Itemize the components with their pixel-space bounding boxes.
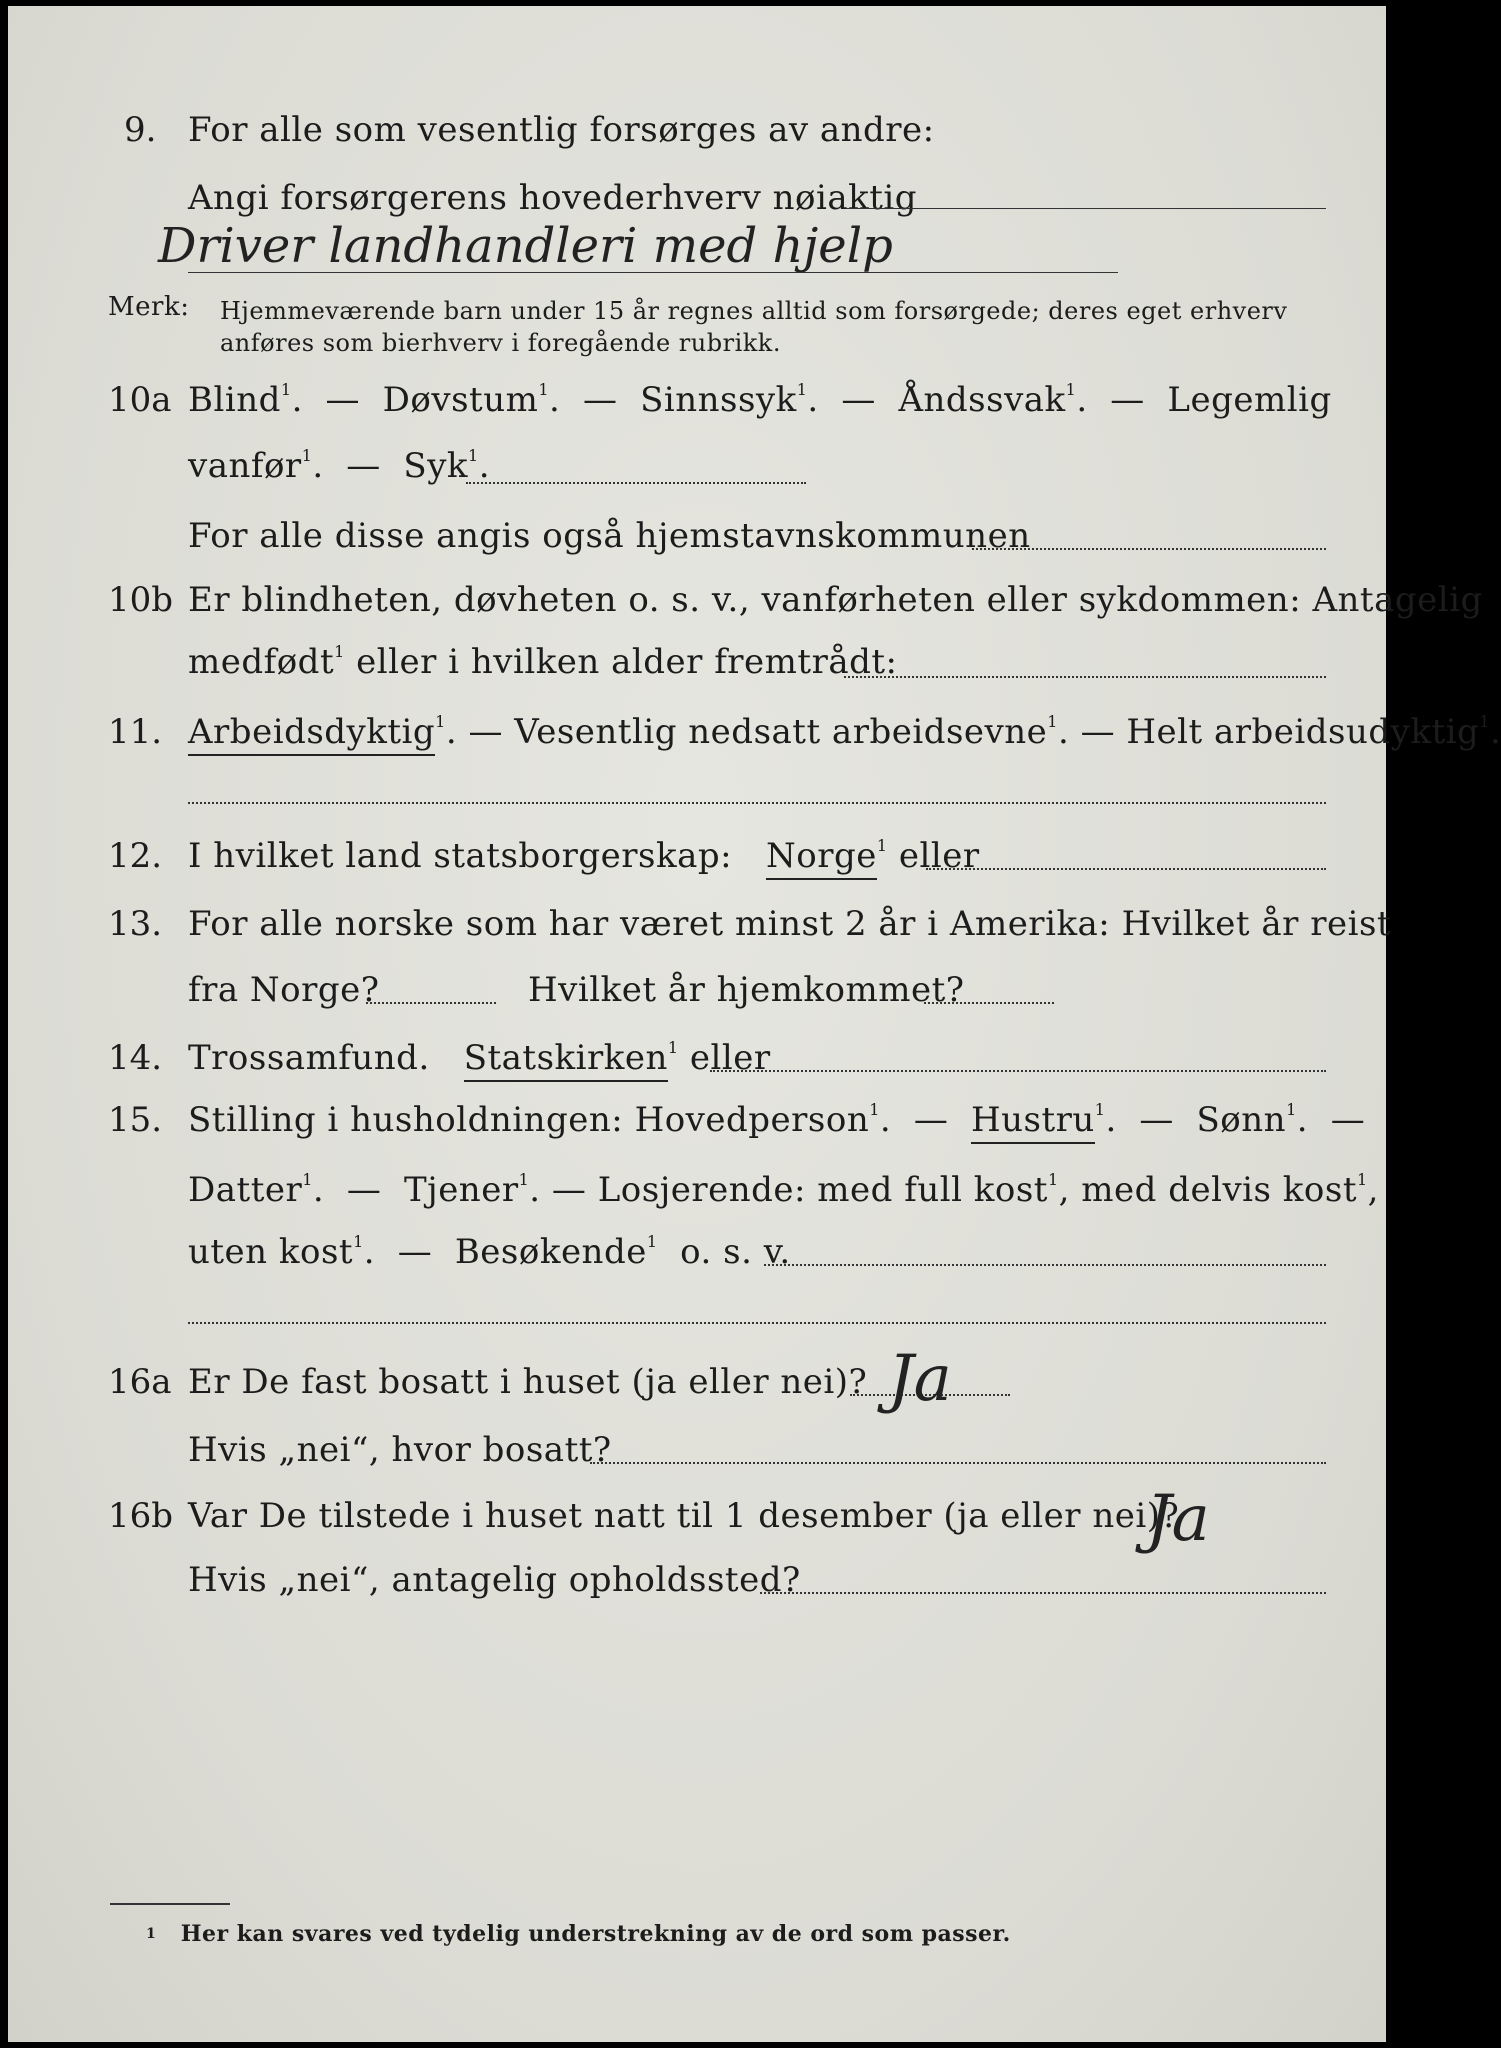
sup: 1 — [1286, 1100, 1297, 1119]
opt-vanfor: vanfør — [188, 446, 302, 486]
opt-arbeidsdyktig: Arbeidsdyktig — [188, 712, 435, 756]
sup: 1 — [796, 380, 808, 399]
q13-line2a: fra Norge? — [188, 970, 380, 1010]
opt-hustru: Hustru — [971, 1100, 1095, 1144]
q10b-number: 10b — [108, 580, 174, 620]
q14-text: Trossamfund. — [188, 1038, 430, 1078]
q9-number: 9. — [124, 110, 157, 150]
q16b-fill — [760, 1592, 1326, 1594]
q13-line2b: Hvilket år hjemkommet? — [528, 970, 965, 1010]
footnote-mark: 1 — [146, 1926, 157, 1942]
q9-handwritten-answer: Driver landhandleri med hjelp — [158, 218, 893, 274]
sup: 1 — [1065, 380, 1077, 399]
q11-line: Arbeidsdyktig$^1$. — Vesentlig nedsatt arbeidsevne$^1$. — Helt arbeidsudyktig$^1$. — [188, 712, 1501, 752]
opt-tjener: Tjener — [403, 1170, 519, 1210]
q13-reist-fill — [366, 1002, 496, 1004]
opt-besokende: Besøkende — [454, 1232, 647, 1272]
q14-fill — [710, 1070, 1326, 1072]
q14-eller: eller — [689, 1038, 771, 1078]
merk-label: Merk: — [108, 292, 190, 322]
sup: 1 — [1479, 712, 1490, 731]
q10b-line2 — [188, 642, 897, 682]
q16a-bosatt-fill — [590, 1462, 1326, 1464]
q16b-line2: Hvis „nei“, antagelig opholdssted? — [188, 1560, 801, 1600]
footnote-text: Her kan svares ved tydelig understrekning av de ord som passer. — [180, 1921, 1011, 1947]
q16b-number: 16b — [108, 1496, 174, 1536]
opt-delvis-kost: med delvis kost — [1081, 1170, 1357, 1210]
q10a-line2: vanfør$^1$. — Syk$^1$. — [188, 446, 491, 486]
sup: 1 — [646, 1232, 658, 1251]
sup: 1 — [1094, 1100, 1106, 1119]
q9-line2: Angi forsørgerens hovederhverv nøiaktig — [188, 178, 918, 218]
sup: 1 — [1356, 1170, 1368, 1189]
q10b-alder: eller i hvilken alder fremtrådt: — [356, 642, 898, 682]
sup: 1 — [353, 1232, 364, 1251]
q12-number: 12. — [108, 836, 163, 876]
opt-andssvak: Åndssvak — [898, 380, 1066, 420]
q12-eller: eller — [898, 836, 980, 876]
opt-sinnssyk: Sinnssyk — [640, 380, 797, 420]
q9-fill-line-2 — [188, 272, 1118, 273]
q15-line2: Datter$^1$. — Tjener$^1$. — Losjerende: med full kost$^1$, med delvis kost$^1$, — [188, 1170, 1379, 1210]
footnote — [146, 1920, 1011, 1948]
q10b-fill — [844, 676, 1326, 678]
q14-line — [188, 1038, 771, 1078]
opt-sonn: Sønn — [1196, 1100, 1287, 1140]
sup: 1 — [302, 1170, 313, 1189]
sup: 1 — [1047, 1170, 1059, 1189]
q12-line — [188, 836, 980, 876]
q12-text: I hvilket land statsborgerskap: — [188, 836, 733, 876]
sup: 1 — [1047, 712, 1058, 731]
q14-number: 14. — [108, 1038, 163, 1078]
opt-datter: Datter — [188, 1170, 303, 1210]
census-form-page — [8, 6, 1501, 2042]
opt-dovstum: Døvstum — [382, 380, 539, 420]
q10b-line1: Er blindheten, døvheten o. s. v., vanførheten eller sykdommen: Antagelig — [188, 580, 1483, 620]
q10a-number: 10a — [108, 380, 172, 420]
q16b-line1: Var De tilstede i huset natt til 1 desember (ja eller nei)? — [188, 1496, 1180, 1536]
q11-fill — [188, 802, 1326, 804]
opt-losjerende: Losjerende: med full kost — [597, 1170, 1048, 1210]
q10a-hjemstavn-fill — [972, 548, 1326, 550]
opt-nedsatt: Vesentlig nedsatt arbeidsevne — [514, 712, 1048, 752]
q16a-line2: Hvis „nei“, hvor bosatt? — [188, 1430, 612, 1470]
q9-fill-line — [846, 208, 1326, 209]
sup: 1 — [538, 380, 550, 399]
q15-osv: o. s. v. — [680, 1232, 791, 1272]
q9-line1: For alle som vesentlig forsørges av andre: — [188, 110, 935, 150]
opt-uten-kost: uten kost — [188, 1232, 354, 1272]
q16a-handwritten-answer: Ja — [888, 1342, 952, 1416]
q13-number: 13. — [108, 904, 163, 944]
q15-fill-2 — [188, 1322, 1326, 1324]
footnote-divider — [110, 1903, 230, 1905]
q15-line3: uten kost$^1$. — Besøkende$^1$ o. s. v. — [188, 1232, 791, 1272]
merk-line1: Hjemmeværende barn under 15 år regnes alltid som forsørgede; deres eget erhverv — [220, 297, 1288, 325]
opt-udyktig: Helt arbeidsudyktig — [1126, 712, 1480, 752]
opt-norge: Norge — [766, 836, 877, 880]
sup: 1 — [280, 380, 292, 399]
merk-line2: anføres som bierhverv i foregående rubrikk. — [220, 329, 781, 357]
sup: 1 — [876, 836, 888, 855]
q12-fill — [926, 868, 1326, 870]
q16a-number: 16a — [108, 1362, 172, 1402]
q15-line1: Stilling i husholdningen: Hovedperson$^1$. — Hustru$^1$. — Sønn$^1$. — — [188, 1100, 1365, 1140]
q16a-line1: Er De fast bosatt i huset (ja eller nei)? — [188, 1362, 868, 1402]
sup: 1 — [667, 1038, 679, 1057]
sup: 1 — [869, 1100, 880, 1119]
opt-blind: Blind — [188, 380, 281, 420]
q11-number: 11. — [108, 712, 163, 752]
sup: 1 — [435, 712, 446, 731]
q15-number: 15. — [108, 1100, 163, 1140]
q13-hjem-fill — [924, 1002, 1054, 1004]
opt-statskirken: Statskirken — [464, 1038, 668, 1082]
q10a-syk-fill — [466, 482, 806, 484]
sup: 1 — [518, 1170, 530, 1189]
q10a-line3: For alle disse angis også hjemstavnskommunen — [188, 516, 1031, 556]
sup: 1 — [301, 446, 313, 465]
q16b-handwritten-answer: Ja — [1146, 1482, 1210, 1556]
opt-syk: Syk — [403, 446, 469, 486]
opt-medfodt: medfødt — [188, 642, 335, 682]
q15-hovedperson: Stilling i husholdningen: Hovedperson — [188, 1100, 870, 1140]
opt-legemlig: Legemlig — [1167, 380, 1332, 420]
q15-fill — [764, 1264, 1326, 1266]
q10a-line1: Blind$^1$. — Døvstum$^1$. — Sinnssyk$^1$. — Åndssvak$^1$. — Legemlig — [188, 380, 1332, 420]
q13-line1: For alle norske som har været minst 2 år i Amerika: Hvilket år reist — [188, 904, 1392, 944]
sup: 1 — [334, 642, 345, 661]
sup: 1 — [468, 446, 479, 465]
